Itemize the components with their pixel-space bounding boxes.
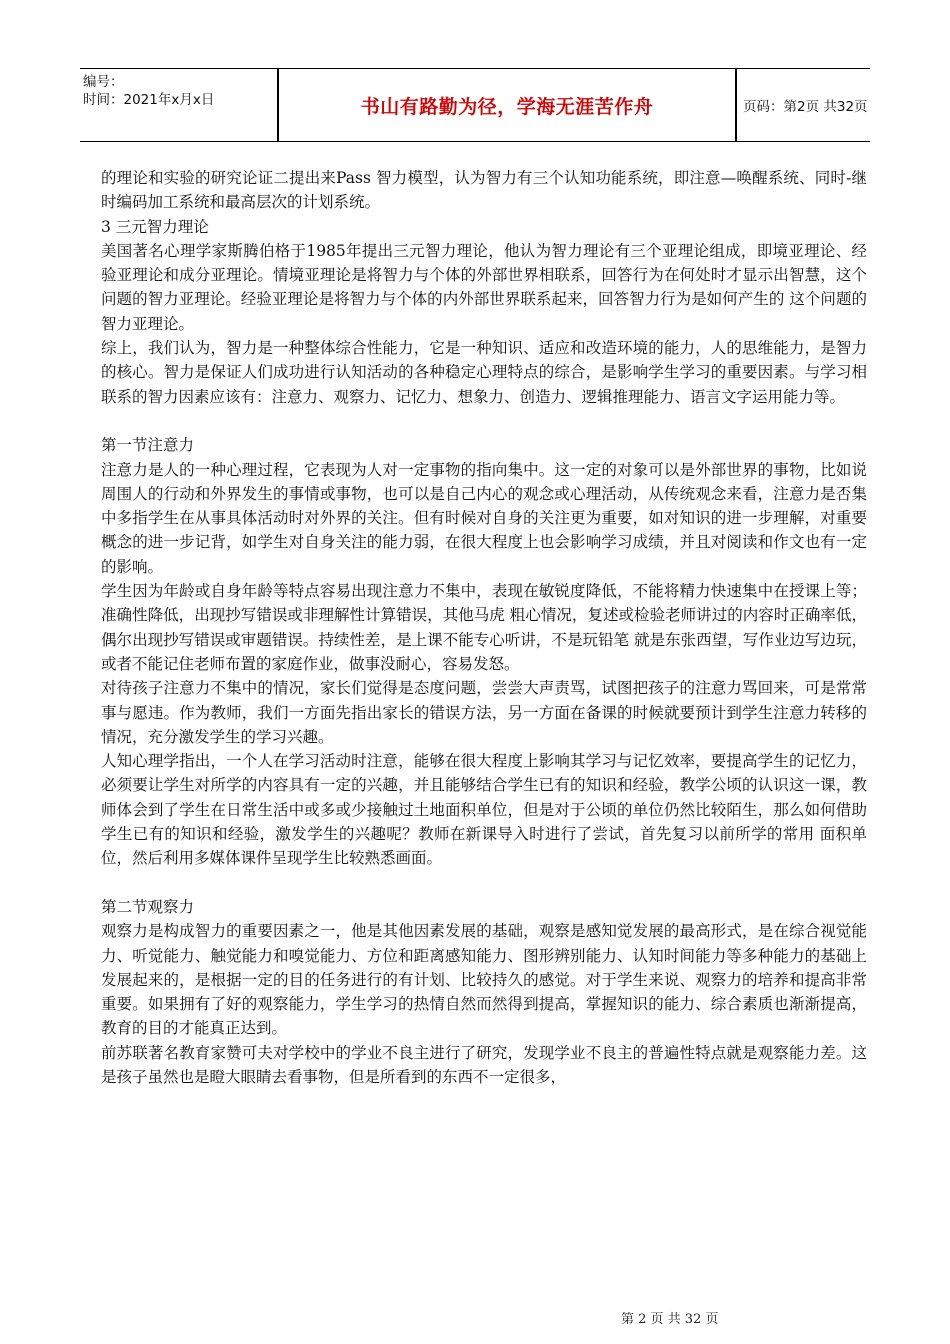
body-paragraph: 学生因为年龄或自身年龄等特点容易出现注意力不集中，表现在敏锐度降低，不能将精力快速集中在授课上等；准确性降低，出现抄写错误或非理解性计算错误，其他马虎 粗心情况，复述或检验老师讲过的内容时正确率低，偶尔出现抄写错误或审题错误。持续性差，是上课不能专心听讲，不是玩铅笔 就是东张西望，写作业边写边玩，或者不能记住老师布置的家庭作业，做事没耐心，容易发怒。 bbox=[101, 582, 867, 673]
body-paragraph: 对待孩子注意力不集中的情况，家长们觉得是态度问题，尝尝大声责骂，试图把孩子的注意力骂回来，可是常常事与愿违。作为教师，我们一方面先指出家长的错误方法，另一方面在备课的时候就要预计到学生注意力转移的情况，充分激发学生的学习兴趣。 bbox=[101, 679, 867, 746]
section-heading: 第二节观察力 bbox=[101, 897, 195, 916]
body-paragraph: 美国著名心理学家斯腾伯格于1985年提出三元智力理论，他认为智力理论有三个亚理论组成，即境亚理论、经验亚理论和成分亚理论。情境亚理论是将智力与个体的外部世界相联系，回答行为在何处时才显示出智慧，这个问题的智力亚理论。经验亚理论是将智力与个体的内外部世界联系起来，回答智力行为是如何产生的 这个问题的智力亚理论。 bbox=[101, 241, 867, 333]
document-time-label: 时间：2021年x月x日 bbox=[83, 92, 215, 108]
body-paragraph: 人知心理学指出，一个人在学习活动时注意，能够在很大程度上影响其学习与记忆效率，要提高学生的记忆力，必须要让学生对所学的内容具有一定的兴趣，并且能够结合学生已有的知识和经验，教学公顷的认识这一课，教师体会到了学生在日常生活中或多或少接触过土地面积单位，但是对于公顷的单位仍然比较陌生，那么如何借助学生已有的知识和经验，激发学生的兴趣呢？教师在新课导入时进行了尝试，首先复习以前所学的常用 面积单位，然后利用多媒体课件呈现学生比较熟悉画面。 bbox=[101, 752, 867, 868]
header-divider bbox=[735, 69, 737, 141]
page-footer: 第 2 页 共 32 页 bbox=[621, 1312, 719, 1327]
body-paragraph: 注意力是人的一种心理过程，它表现为人对一定事物的指向集中。这一定的对象可以是外部世界的事物，比如说周围人的行动和外界发生的事情或事物，也可以是自己内心的观念或心理活动，从传统观念来看，注意力是否集中多指学生在从事具体活动时对外界的关注。但有时候对自身的关注更为重要，如对知识的进一步理解，对重要概念的进一步记背，如学生对自身关注的能力弱，在很大程度上也会影响学习成绩，并且对阅读和作文也有一定的影响。 bbox=[101, 460, 867, 576]
header-meta bbox=[80, 69, 277, 141]
body-paragraph: 观察力是构成智力的重要因素之一，他是其他因素发展的基础，观察是感知觉发展的最高形式，是在综合视觉能力、听觉能力、触觉能力和嗅觉能力、方位和距离感知能力、图形辨别能力、认知时间能力等多种能力的基础上发展起来的，是根据一定的目的任务进行的有计划、比较持久的感觉。对于学生来说、观察力的培养和提高非常重要。如果拥有了好的观察能力，学生学习的热情自然而然得到提高，掌握知识的能力、综合素质也渐渐提高，教育的目的才能真正达到。 bbox=[101, 922, 867, 1038]
body-paragraph: 的理论和实验的研究论证二提出来Pass 智力模型，认为智力有三个认知功能系统，即注意—唤醒系统、同时-继时编码加工系统和最高层次的计划系统。 bbox=[101, 169, 867, 212]
document-body bbox=[101, 166, 867, 1089]
body-paragraph: 综上，我们认为，智力是一种整体综合性能力，它是一种知识、适应和改造环境的能力，人的思维能力，是智力的核心。智力是保证人们成功进行认知活动的各种稳定心理特点的综合，是影响学生学习的重要因素。与学习相联系的智力因素应该有：注意力、观察力、记忆力、想象力、创造力、逻辑推理能力、语言文字运用能力等。 bbox=[101, 339, 867, 406]
header-page-info: 页码：第2页 共32页 bbox=[743, 99, 868, 115]
body-paragraph: 前苏联著名教育家赞可夫对学校中的学业不良主进行了研究，发现学业不良主的普遍性特点就是观察能力差。这是孩子虽然也是瞪大眼睛去看事物，但是所看到的东西不一定很多， bbox=[101, 1043, 867, 1086]
header-motto: 书山有路勤为径，学海无涯苦作舟 bbox=[360, 95, 654, 118]
document-number-label: 编号： bbox=[83, 74, 124, 90]
page-header bbox=[80, 68, 870, 142]
blank-line bbox=[101, 409, 867, 433]
section-heading: 3 三元智力理论 bbox=[101, 217, 209, 236]
section-heading: 第一节注意力 bbox=[101, 436, 195, 455]
blank-line bbox=[101, 871, 867, 895]
